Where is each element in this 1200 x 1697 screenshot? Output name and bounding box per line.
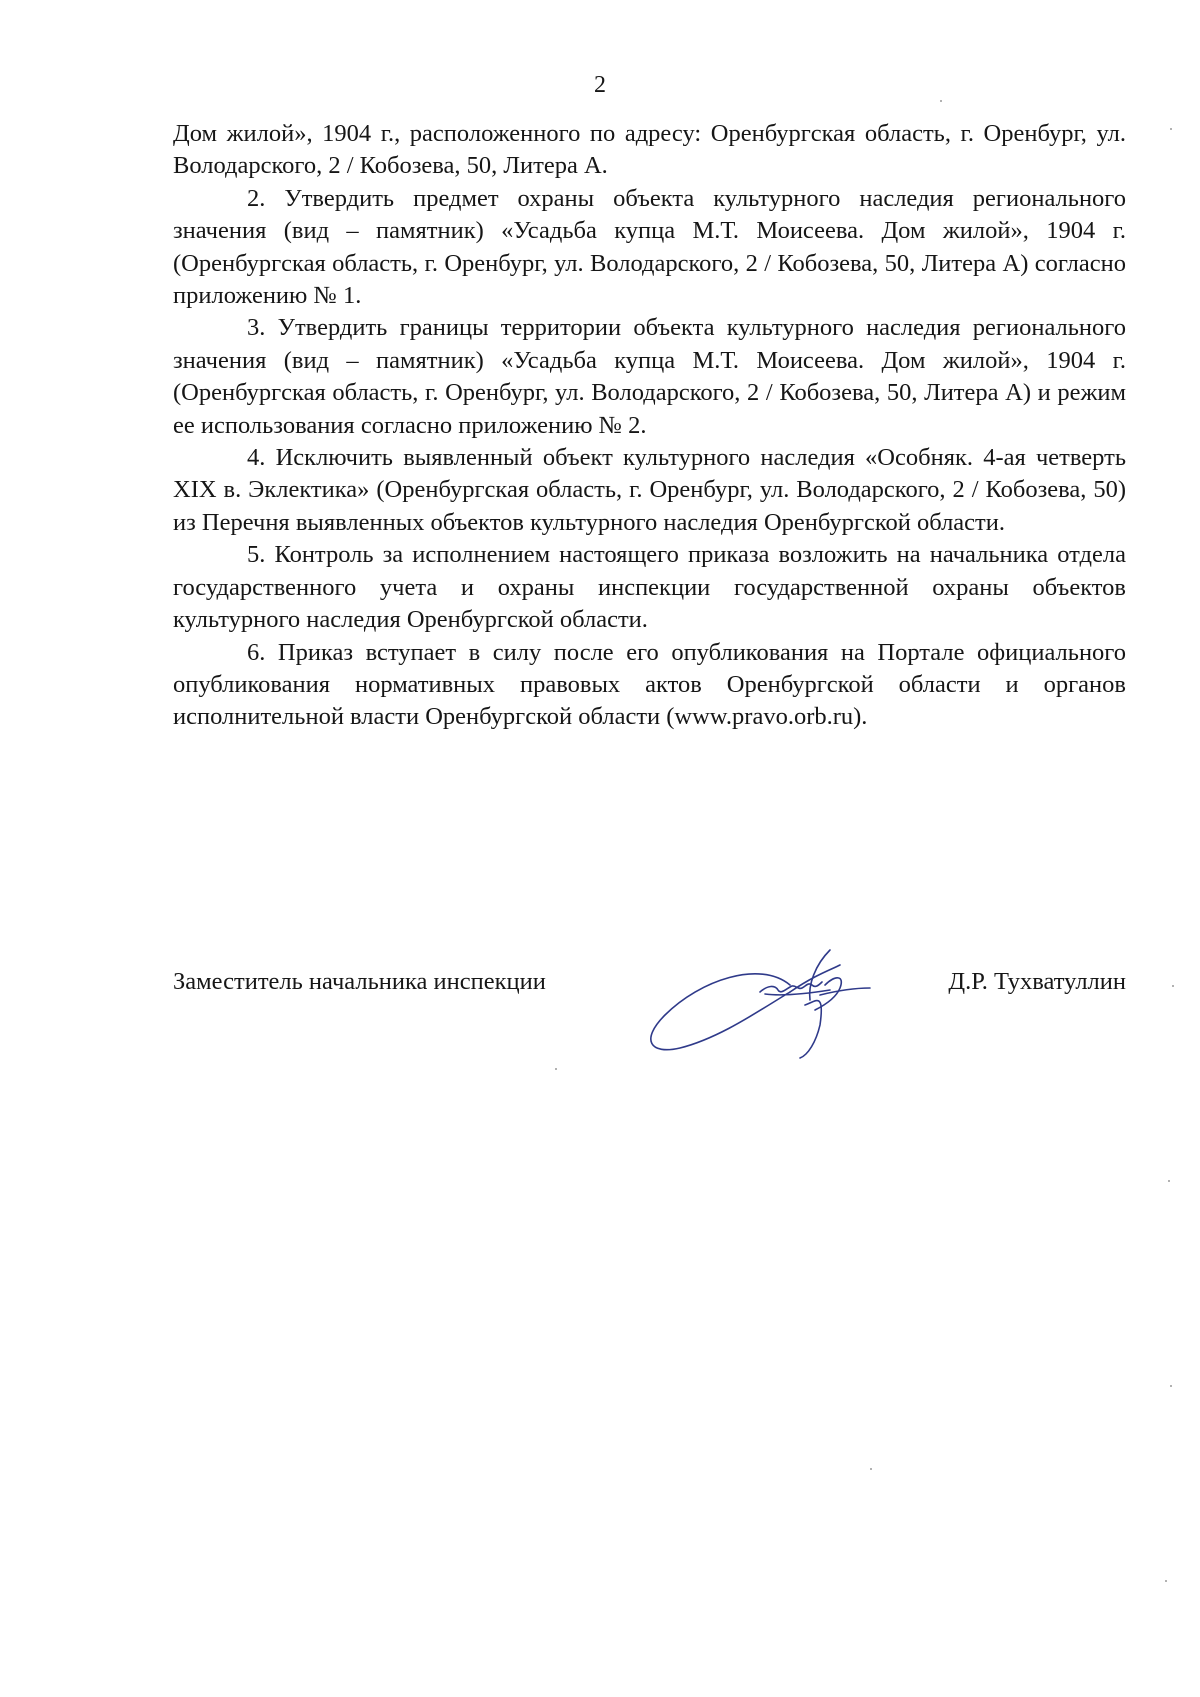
- paragraph-item-6: 6. Приказ вступает в силу после его опубликования на Портале официального опубликования нормативных правовых актов Оренбургской области и органов исполнительной власти Оренбургской области (www.pravo.orb.ru).: [173, 638, 1126, 731]
- paragraph-item-5: 5. Контроль за исполнением настоящего приказа возложить на начальника отдела государственного учета и охраны инспекции государственной охраны объектов культурного наследия Оренбургской области.: [173, 541, 1126, 634]
- page-number: 2: [594, 72, 606, 98]
- scan-speck: [1168, 1180, 1170, 1182]
- handwritten-signature: [640, 930, 900, 1060]
- scan-speck: [1170, 1385, 1172, 1387]
- signatory-name: Д.Р. Тухватуллин: [948, 968, 1126, 995]
- signatory-title: Заместитель начальника инспекции: [173, 968, 546, 995]
- scan-speck: [1170, 128, 1172, 130]
- document-body: [173, 118, 1126, 734]
- scan-speck: [555, 1068, 557, 1070]
- paragraph-item-3: 3. Утвердить границы территории объекта культурного наследия регионального значения (вид – памятник) «Усадьба купца М.Т. Моисеева. Дом жилой», 1904 г. (Оренбургская область, г. Оренбург, ул. Володарского, 2 / Кобозева, 50, Литера А) и режим ее использования согласно приложению № 2.: [173, 314, 1126, 439]
- paragraph-continuation: Дом жилой», 1904 г., расположенного по адресу: Оренбургская область, г. Оренбург, ул. Володарского, 2 / Кобозева, 50, Литера А.: [173, 120, 1126, 180]
- scan-speck: [870, 1468, 872, 1470]
- paragraph-item-2: 2. Утвердить предмет охраны объекта культурного наследия регионального значения (вид – памятник) «Усадьба купца М.Т. Моисеева. Дом жилой», 1904 г. (Оренбургская область, г. Оренбург, ул. Володарского, 2 / Кобозева, 50, Литера А) согласно приложению № 1.: [173, 184, 1126, 310]
- scan-speck: [1165, 1580, 1167, 1582]
- scan-speck: [940, 100, 942, 102]
- scan-speck: [1172, 985, 1174, 987]
- paragraph-item-4: 4. Исключить выявленный объект культурного наследия «Особняк. 4-ая четверть XIX в. Эклектика» (Оренбургская область, г. Оренбург, ул. Володарского, 2 / Кобозева, 50) из Перечня выявленных объектов культурного наследия Оренбургской области.: [173, 444, 1126, 536]
